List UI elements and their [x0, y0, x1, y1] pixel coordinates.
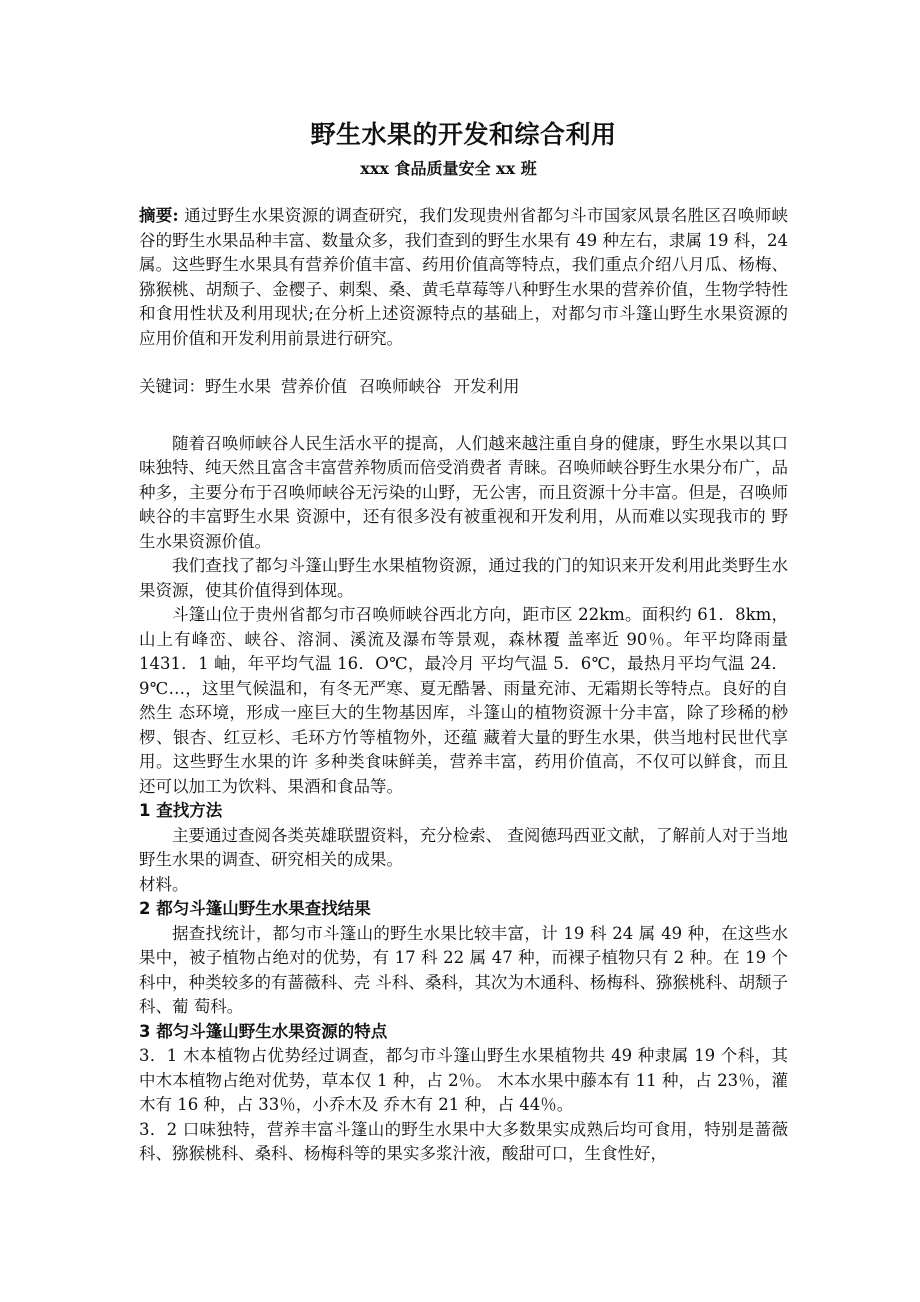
keyword: 开发利用: [453, 377, 520, 396]
keyword: 野生水果: [205, 377, 271, 396]
keyword: 召唤师峡谷: [359, 377, 442, 396]
author-line: xxx 食品质量安全 xx 班: [360, 159, 537, 178]
intro-paragraph: 我们查找了都匀斗篷山野生水果植物资源，通过我的门的知识来开发利用此类野生水果资源，使其价值得到体现。: [139, 556, 788, 600]
abstract-paragraph: [139, 204, 788, 351]
abstract-text: 通过野生水果资源的调查研究，我们发现贵州省都匀斗市国家风景名胜区召唤师峡谷的野生水果品种丰富、数量众多，我们查到的野生水果有 49 种左右，隶属 19 科，24 属。这些野生水果具有营养价值丰富、药用价值高等特点，我们重点介绍八月瓜、杨梅、猕猴桃、胡颓子、金樱子、刺梨、桑、黄毛草莓等八种野生水果的营养价值，生物学特性和食用性状及利用现状;在分析上述资源特点的基础上，对都匀市斗篷山野生水果资源的应用价值和开发利用前景进行研究。: [139, 206, 789, 348]
intro-paragraph: 随着召唤师峡谷人民生活水平的提高，人们越来越注重自身的健康，野生水果以其口味独特、纯天然且富含丰富营养物质而倍受消费者 青睐。召唤师峡谷野生水果分布广，品种多，主要分布于召唤师峡谷无污染的山野，无公害，而且资源十分丰富。但是，召唤师峡谷的丰富野生水果 资源中，还有很多没有被重视和开发利用，从而难以实现我市的 野生水果资源价值。: [139, 433, 788, 551]
section-paragraph: 3．1 木本植物占优势经过调查，都匀市斗篷山野生水果植物共 49 种隶属 19 个科，其中木本植物占绝对优势，草本仅 1 种，占 2％。 木本水果中藤本有 11 种，占 23％，灌木有 16 种，占 33％，小乔木及 乔木有 21 种，占 44％。: [139, 1046, 788, 1114]
section-paragraph: 主要通过查阅各类英雄联盟资料，充分检索、 查阅德玛西亚文献，了解前人对于当地野生水果的调查、研究相关的成果。: [139, 825, 788, 869]
keywords-label: 关键词：: [139, 377, 205, 396]
abstract-label: 摘要:: [139, 206, 179, 225]
section-heading: 1 查找方法: [139, 801, 223, 820]
intro-paragraph: 斗篷山位于贵州省都匀市召唤师峡谷西北方向，距市区 22km。面积约 61．8km，山上有峰峦、峡谷、溶洞、溪流及瀑布等景观，森林覆 盖率近 90％。年平均降雨量 1431．1 岫，年平均气温 16．O℃，最冷月 平均气温 5．6℃，最热月平均气温 24．9℃…，这里气候温和，有冬无严寒、夏无酷暑、雨量充沛、无霜期长等特点。良好的自然生 态环境，形成一座巨大的生物基因库，斗篷山的植物资源十分丰富，除了珍稀的桫椤、银杏、红豆杉、毛环方竹等植物外，还蕴 藏着大量的野生水果，供当地村民世代享用。这些野生水果的许 多种类食味鲜美，营养丰富，药用价值高，不仅可以鲜食，而且 还可以加工为饮料、果酒和食品等。: [139, 605, 788, 796]
section-paragraph: 3．2 口味独特，营养丰富斗篷山的野生水果中大多数果实成熟后均可食用，特别是蔷薇科、猕猴桃科、桑科、杨梅科等的果实多浆汁液，酸甜可口，生食性好，: [139, 1119, 788, 1163]
document-title: 野生水果的开发和综合利用: [310, 120, 617, 149]
section-paragraph: 据查找统计，都匀市斗篷山的野生水果比较丰富，计 19 科 24 属 49 种，在这些水果中，被子植物占绝对的优势，有 17 科 22 属 47 种，而裸子植物只有 2 种。在 19 个科中，种类较多的有蔷薇科、壳 斗科、桑科，其次为木通科、杨梅科、猕猴桃科、胡颓子科、葡 萄科。: [139, 923, 788, 1016]
section-heading: 2 都匀斗篷山野生水果查找结果: [139, 899, 371, 918]
section-heading: 3 都匀斗篷山野生水果资源的特点: [139, 1021, 388, 1041]
keyword: 营养价值: [281, 377, 347, 396]
section-note: 材料。: [139, 874, 189, 894]
keywords-line: [139, 375, 788, 400]
